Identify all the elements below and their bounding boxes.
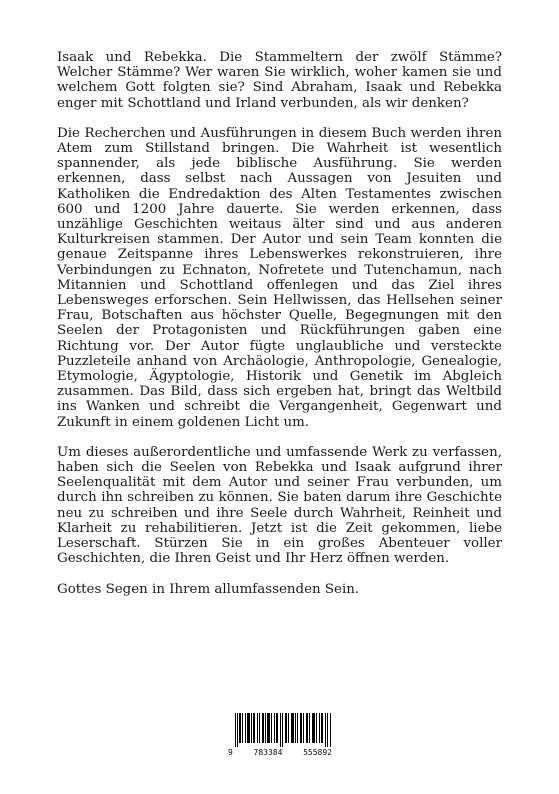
- back-cover-text: [57, 50, 502, 612]
- barcode-digit-first: 9: [228, 748, 233, 757]
- paragraph-blessing: Gottes Segen in Ihrem allumfassenden Sein.: [57, 581, 360, 597]
- paragraph-intro: Isaak und Rebekka. Die Stammeltern der zwölf Stämme? Welcher Stämme? Wer waren Sie wirklich, woher kamen sie und welchem Gott folgten sie? Sind Abraham, Isaak und Rebekka enger mit Schottland und Irland verbunden, als wir denken?: [57, 50, 502, 111]
- barcode-group-left: 783384: [253, 748, 283, 757]
- isbn-barcode: [228, 713, 332, 757]
- paragraph-souls: Um dieses außerordentliche und umfassende Werk zu verfassen, haben sich die Seelen von Rebekka und Isaak aufgrund ihrer Seelenqualität mit dem Autor und seiner Frau verbunden, um durch ihn schreiben zu können. Sie baten darum ihre Geschichte neu zu schreiben und ihre Seele durch Wahrheit, Reinheit und Klarheit zu rehabilitieren. Jetzt ist die Zeit gekommen, liebe Leserschaft. Stürzen Sie in ein großes Abenteuer voller Geschichten, die Ihren Geist und Ihr Herz öffnen werden.: [57, 444, 502, 567]
- barcode-group-right: 555892: [303, 748, 332, 757]
- paragraph-research: Die Recherchen und Ausführungen in diesem Buch werden ihren Atem zum Stillstand bringen. Die Wahrheit ist wesentlich spannender, als jede biblische Ausführung. Sie werden erkennen, dass selbst nach Aussagen von Jesuiten und Katholiken die Endredaktion des Alten Testamentes zwischen 600 und 1200 Jahre dauerte. Sie werden erkennen, dass unzählige Geschichten weitaus älter sind und aus anderen Kulturkreisen stammen. Der Autor und sein Team konnten die genaue Zeitspanne ihres Lebenswerkes rekonstruieren, ihre Verbindungen zu Echnaton, Nofretete und Tutenchamun, nach Mitannien und Schottland offenlegen und das Ziel ihres Lebensweges erforschen. Sein Hellwissen, das Hellsehen seiner Frau, Botschaften aus höchster Quelle, Begegnungen mit den Seelen der Protagonisten und Rückführungen gaben eine Richtung vor. Der Autor fügte unglaubliche und versteckte Puzzleteile anhand von Archäologie, Anthropologie, Genealogie, Etymologie, Ägyptologie, Historik und Genetik im Abgleich zusammen. Das Bild, dass sich ergeben hat, bringt das Weltbild ins Wanken und schreibt die Vergangenheit, Gegenwart und Zukunft in einem goldenen Licht um.: [57, 125, 502, 430]
- barcode-digits: [228, 748, 332, 757]
- barcode-bars: [235, 713, 333, 747]
